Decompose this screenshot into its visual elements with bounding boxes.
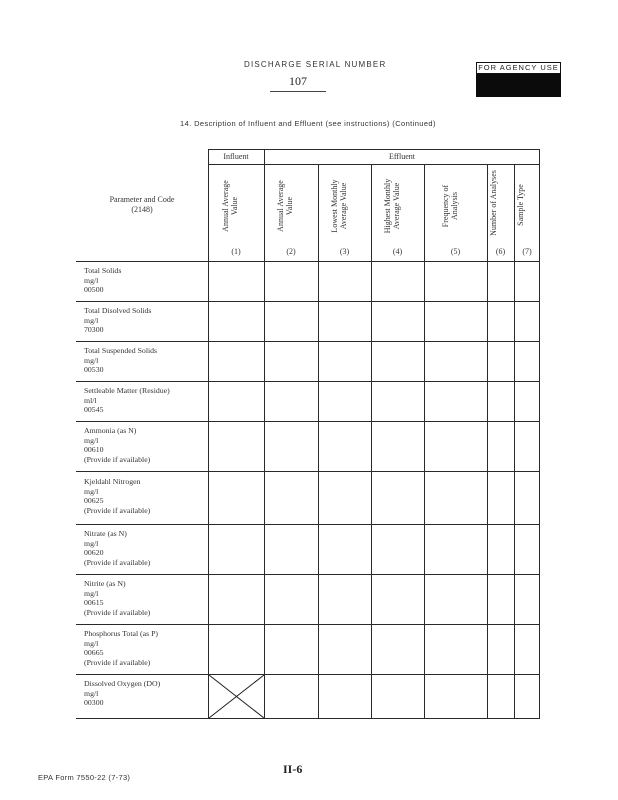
col-header-4: Highest Monthly Average Value xyxy=(383,178,401,234)
param-unit: mg/l xyxy=(84,538,99,548)
param-code: 00620 xyxy=(84,548,104,558)
col-num-4: (4) xyxy=(392,247,403,256)
param-unit: mg/l xyxy=(84,588,99,598)
param-unit: mg/l xyxy=(84,638,99,648)
param-unit: mg/l xyxy=(84,486,99,496)
param-row-nitrite xyxy=(84,579,209,617)
col-num-5: (5) xyxy=(450,247,461,256)
agency-use-field[interactable] xyxy=(476,74,561,97)
page-number: II-6 xyxy=(283,762,303,776)
param-name: Ammonia (as N) xyxy=(84,426,137,435)
discharge-serial-number[interactable]: 107 xyxy=(270,74,326,92)
param-row-nitrate xyxy=(84,529,209,567)
influent-group-header: Influent xyxy=(223,152,249,161)
param-unit: mg/l xyxy=(84,355,99,365)
param-note: (Provide if available) xyxy=(84,657,151,667)
param-row-total-suspended-solids xyxy=(84,346,209,375)
agency-use-box xyxy=(476,62,561,97)
param-code: 00300 xyxy=(84,698,104,708)
param-row-settleable-matter xyxy=(84,386,209,415)
param-code: 00545 xyxy=(84,405,104,415)
param-name: Nitrate (as N) xyxy=(84,529,127,538)
crossed-out-cell-icon xyxy=(209,675,264,718)
param-name: Nitrite (as N) xyxy=(84,579,126,588)
col-num-3: (3) xyxy=(339,247,350,256)
col-num-7: (7) xyxy=(522,247,532,256)
param-name: Phosphorus Total (as P) xyxy=(84,629,159,638)
parameter-header-code: (2148) xyxy=(131,205,153,214)
item-title: 14. Description of Influent and Effluent (see instructions) (Continued) xyxy=(180,119,436,128)
param-row-total-dissolved-solids xyxy=(84,306,209,335)
param-code: 00665 xyxy=(84,648,104,658)
parameter-header xyxy=(76,195,208,215)
col-num-2: (2) xyxy=(286,247,296,256)
param-row-total-solids xyxy=(84,266,209,295)
col-header-7: Sample Type xyxy=(516,184,525,226)
param-name: Dissolved Oxygen (DO) xyxy=(84,679,161,688)
param-code: 70300 xyxy=(84,325,104,335)
form-identifier: EPA Form 7550-22 (7-73) xyxy=(38,773,131,782)
discharge-serial-label: DISCHARGE SERIAL NUMBER xyxy=(244,60,387,69)
param-unit: mg/l xyxy=(84,435,99,445)
param-note: (Provide if available) xyxy=(84,557,151,567)
param-row-kjeldahl-nitrogen xyxy=(84,477,209,515)
param-code: 00615 xyxy=(84,598,104,608)
param-name: Kjeldahl Nitrogen xyxy=(84,477,141,486)
param-row-dissolved-oxygen xyxy=(84,679,209,708)
agency-use-label: FOR AGENCY USE xyxy=(476,62,561,74)
param-unit: ml/l xyxy=(84,395,97,405)
param-note: (Provide if available) xyxy=(84,505,151,515)
param-name: Total Solids xyxy=(84,266,122,275)
param-name: Total Disolved Solids xyxy=(84,306,152,315)
effluent-group-header: Effluent xyxy=(388,152,416,161)
param-note: (Provide if available) xyxy=(84,454,151,464)
col-header-6: Number of Analyses xyxy=(489,170,498,236)
col-header-3: Lowest Monthly Average Value xyxy=(330,179,348,233)
param-name: Total Suspended Solids xyxy=(84,346,158,355)
param-code: 00530 xyxy=(84,365,104,375)
col-num-6: (6) xyxy=(495,247,506,256)
param-row-phosphorus xyxy=(84,629,209,667)
col-header-2: Annual Average Value xyxy=(276,180,294,232)
col-header-5: Frequency of Analysis xyxy=(441,184,459,228)
param-code: 00500 xyxy=(84,285,104,295)
param-row-ammonia xyxy=(84,426,209,464)
col-header-1: Annual Average Value xyxy=(221,180,239,232)
param-name: Settleable Matter (Residue) xyxy=(84,386,170,395)
param-unit: mg/l xyxy=(84,275,99,285)
param-code: 00610 xyxy=(84,445,104,455)
param-unit: mg/l xyxy=(84,315,99,325)
col-num-1: (1) xyxy=(231,247,241,256)
param-code: 00625 xyxy=(84,496,104,506)
param-unit: mg/l xyxy=(84,688,99,698)
parameter-header-label: Parameter and Code xyxy=(109,195,175,204)
influent-effluent-table xyxy=(76,149,540,719)
param-note: (Provide if available) xyxy=(84,607,151,617)
